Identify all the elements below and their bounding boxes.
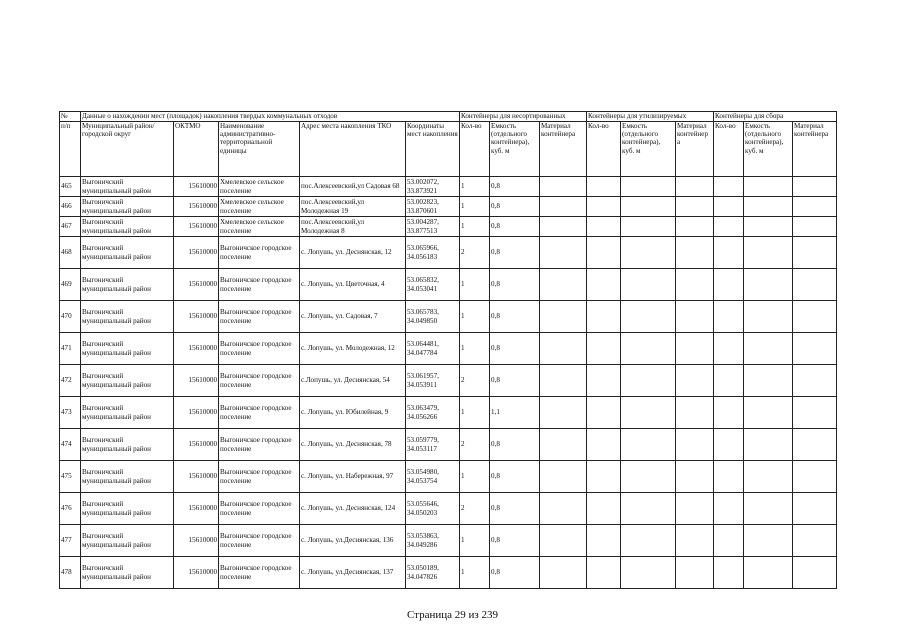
qty-cell: 1 bbox=[460, 301, 490, 333]
district-cell: Выгоничский муниципальный район bbox=[81, 525, 174, 557]
capacity-cell: 0,8 bbox=[490, 301, 540, 333]
qty-collect-cell bbox=[714, 177, 744, 197]
material-recycle-cell bbox=[676, 557, 714, 589]
material-collect-cell bbox=[793, 301, 837, 333]
coords-cell: 53.065783, 34.049850 bbox=[406, 301, 460, 333]
page-number: Страница 29 из 239 bbox=[406, 609, 499, 621]
row-number: 467 bbox=[60, 217, 81, 237]
unsorted-group-header: Контейнеры для несортированных bbox=[460, 112, 587, 122]
material-recycle-cell bbox=[676, 397, 714, 429]
address-cell: с. Лопушь, ул. Деснянская, 78 bbox=[300, 429, 406, 461]
num-header: № bbox=[60, 112, 81, 122]
material-cell bbox=[540, 237, 587, 269]
capacity-cell: 0,8 bbox=[490, 197, 540, 217]
qty-recycle-cell bbox=[587, 493, 621, 525]
row-number: 477 bbox=[60, 525, 81, 557]
admin-cell: Выгоничское городское поселение bbox=[219, 461, 300, 493]
address-cell: пос.Алексеевский,ул Садовая 68 bbox=[300, 177, 406, 197]
district-cell: Выгоничский муниципальный район bbox=[81, 397, 174, 429]
capacity-collect-cell bbox=[744, 177, 793, 197]
capacity-recycle-cell bbox=[621, 269, 676, 301]
admin-cell: Выгоничское городское поселение bbox=[219, 493, 300, 525]
header-group-row bbox=[60, 112, 837, 122]
qty-collect-cell bbox=[714, 217, 744, 237]
coords-cell: 53.004287, 33.877513 bbox=[406, 217, 460, 237]
capacity-recycle-cell bbox=[621, 197, 676, 217]
address-cell: с. Лопушь, ул.Деснянская, 136 bbox=[300, 525, 406, 557]
material-collect-cell bbox=[793, 493, 837, 525]
material-collect-cell bbox=[793, 365, 837, 397]
oktmo-cell: 15610000 bbox=[174, 365, 219, 397]
qty-recycle-cell bbox=[587, 301, 621, 333]
qty-cell: 1 bbox=[460, 557, 490, 589]
table-row bbox=[60, 217, 837, 237]
waste-sites-table bbox=[59, 111, 837, 589]
qty-recycle-cell bbox=[587, 197, 621, 217]
capacity-cell: 1,1 bbox=[490, 397, 540, 429]
capacity-collect-cell bbox=[744, 557, 793, 589]
capacity-recycle-cell bbox=[621, 557, 676, 589]
coords-cell: 53.053863, 34.049286 bbox=[406, 525, 460, 557]
capacity-collect-cell bbox=[744, 301, 793, 333]
qty-recycle-cell bbox=[587, 461, 621, 493]
oktmo-cell: 15610000 bbox=[174, 525, 219, 557]
address-header: Адрес места накопления ТКО bbox=[300, 122, 406, 177]
admin-cell: Выгоничское городское поселение bbox=[219, 429, 300, 461]
qty-collect-cell bbox=[714, 461, 744, 493]
qty-collect-cell bbox=[714, 301, 744, 333]
material-collect-cell bbox=[793, 557, 837, 589]
capacity-cell: 0,8 bbox=[490, 525, 540, 557]
district-cell: Выгоничский муниципальный район bbox=[81, 557, 174, 589]
coords-cell: 53.055646, 34.050203 bbox=[406, 493, 460, 525]
capacity-recycle-cell bbox=[621, 429, 676, 461]
qty-collect-cell bbox=[714, 397, 744, 429]
district-cell: Выгоничский муниципальный район bbox=[81, 333, 174, 365]
qty-cell: 1 bbox=[460, 217, 490, 237]
material-cell bbox=[540, 177, 587, 197]
qty-cell: 1 bbox=[460, 197, 490, 217]
table-row bbox=[60, 197, 837, 217]
capacity-recycle-cell bbox=[621, 365, 676, 397]
oktmo-cell: 15610000 bbox=[174, 269, 219, 301]
qty3-header: Кол-во bbox=[714, 122, 744, 177]
material-collect-cell bbox=[793, 177, 837, 197]
admin-cell: Выгоничское городское поселение bbox=[219, 301, 300, 333]
mat2-header: Материал контейнер а bbox=[676, 122, 714, 177]
coords-cell: 53.065832, 34.053041 bbox=[406, 269, 460, 301]
coords-header: Координаты мест накопления bbox=[406, 122, 460, 177]
admin-cell: Хмелевское сельское поселение bbox=[219, 197, 300, 217]
address-cell: с. Лопушь, ул. Садовая, 7 bbox=[300, 301, 406, 333]
qty-collect-cell bbox=[714, 365, 744, 397]
material-collect-cell bbox=[793, 197, 837, 217]
capacity-recycle-cell bbox=[621, 237, 676, 269]
oktmo-cell: 15610000 bbox=[174, 397, 219, 429]
address-cell: с. Лопушь, ул. Деснянская, 124 bbox=[300, 493, 406, 525]
admin-cell: Хмелевское сельское поселение bbox=[219, 177, 300, 197]
oktmo-cell: 15610000 bbox=[174, 237, 219, 269]
oktmo-cell: 15610000 bbox=[174, 333, 219, 365]
collect-group-header: Контейнеры для сбора bbox=[714, 112, 837, 122]
oktmo-cell: 15610000 bbox=[174, 177, 219, 197]
capacity-recycle-cell bbox=[621, 333, 676, 365]
coords-cell: 53.002072, 33.873921 bbox=[406, 177, 460, 197]
row-number: 476 bbox=[60, 493, 81, 525]
row-number: 475 bbox=[60, 461, 81, 493]
coords-cell: 53.063479, 34.056266 bbox=[406, 397, 460, 429]
admin-cell: Выгоничское городское поселение bbox=[219, 525, 300, 557]
qty-cell: 1 bbox=[460, 461, 490, 493]
material-collect-cell bbox=[793, 333, 837, 365]
coords-cell: 53.061957, 34.053911 bbox=[406, 365, 460, 397]
coords-cell: 53.064481, 34.047784 bbox=[406, 333, 460, 365]
row-number: 471 bbox=[60, 333, 81, 365]
qty-recycle-cell bbox=[587, 333, 621, 365]
oktmo-cell: 15610000 bbox=[174, 461, 219, 493]
material-cell bbox=[540, 397, 587, 429]
address-cell: пос.Алексеевский,ул Молодежная 8 bbox=[300, 217, 406, 237]
qty-collect-cell bbox=[714, 197, 744, 217]
admin-cell: Выгоничское городское поселение bbox=[219, 397, 300, 429]
qty-collect-cell bbox=[714, 429, 744, 461]
material-cell bbox=[540, 461, 587, 493]
capacity-collect-cell bbox=[744, 365, 793, 397]
row-number: 478 bbox=[60, 557, 81, 589]
coords-cell: 53.054980, 34.053754 bbox=[406, 461, 460, 493]
district-cell: Выгоничский муниципальный район bbox=[81, 269, 174, 301]
table-row bbox=[60, 493, 837, 525]
qty-recycle-cell bbox=[587, 177, 621, 197]
district-header: Муниципальный район/городской округ bbox=[81, 122, 174, 177]
admin-cell: Выгоничское городское поселение bbox=[219, 333, 300, 365]
district-cell: Выгоничский муниципальный район bbox=[81, 197, 174, 217]
oktmo-cell: 15610000 bbox=[174, 217, 219, 237]
material-recycle-cell bbox=[676, 197, 714, 217]
oktmo-cell: 15610000 bbox=[174, 429, 219, 461]
material-recycle-cell bbox=[676, 301, 714, 333]
qty-collect-cell bbox=[714, 237, 744, 269]
capacity-recycle-cell bbox=[621, 301, 676, 333]
qty-recycle-cell bbox=[587, 217, 621, 237]
qty-cell: 1 bbox=[460, 397, 490, 429]
qty-cell: 2 bbox=[460, 493, 490, 525]
admin-cell: Выгоничское городское поселение bbox=[219, 237, 300, 269]
capacity-recycle-cell bbox=[621, 397, 676, 429]
admin-cell: Выгоничское городское поселение bbox=[219, 269, 300, 301]
qty-collect-cell bbox=[714, 557, 744, 589]
cap1-header: Емкость (отдельного контейнера), куб. м bbox=[490, 122, 540, 177]
district-cell: Выгоничский муниципальный район bbox=[81, 429, 174, 461]
capacity-cell: 0,8 bbox=[490, 177, 540, 197]
material-collect-cell bbox=[793, 429, 837, 461]
material-cell bbox=[540, 217, 587, 237]
table-row bbox=[60, 333, 837, 365]
oktmo-cell: 15610000 bbox=[174, 301, 219, 333]
material-collect-cell bbox=[793, 525, 837, 557]
capacity-cell: 0,8 bbox=[490, 237, 540, 269]
oktmo-header: ОКТМО bbox=[174, 122, 219, 177]
row-number: 473 bbox=[60, 397, 81, 429]
material-recycle-cell bbox=[676, 493, 714, 525]
row-number: 472 bbox=[60, 365, 81, 397]
qty-cell: 1 bbox=[460, 525, 490, 557]
capacity-cell: 0,8 bbox=[490, 493, 540, 525]
capacity-collect-cell bbox=[744, 461, 793, 493]
capacity-recycle-cell bbox=[621, 177, 676, 197]
qty-cell: 2 bbox=[460, 429, 490, 461]
material-recycle-cell bbox=[676, 269, 714, 301]
row-number: 468 bbox=[60, 237, 81, 269]
oktmo-cell: 15610000 bbox=[174, 197, 219, 217]
row-number: 466 bbox=[60, 197, 81, 217]
table-row bbox=[60, 177, 837, 197]
material-recycle-cell bbox=[676, 333, 714, 365]
capacity-cell: 0,8 bbox=[490, 217, 540, 237]
qty-recycle-cell bbox=[587, 269, 621, 301]
material-recycle-cell bbox=[676, 237, 714, 269]
table-row bbox=[60, 365, 837, 397]
address-cell: с. Лопушь, ул.Деснянская, 137 bbox=[300, 557, 406, 589]
row-number: 474 bbox=[60, 429, 81, 461]
material-collect-cell bbox=[793, 217, 837, 237]
capacity-recycle-cell bbox=[621, 461, 676, 493]
oktmo-cell: 15610000 bbox=[174, 493, 219, 525]
admin-header: Наименование административно-территориальной единицы bbox=[219, 122, 300, 177]
cap3-header: Емкость (отдельного контейнера), куб. м bbox=[744, 122, 793, 177]
qty-recycle-cell bbox=[587, 525, 621, 557]
qty-recycle-cell bbox=[587, 237, 621, 269]
capacity-collect-cell bbox=[744, 217, 793, 237]
capacity-collect-cell bbox=[744, 525, 793, 557]
address-cell: с. Лопушь, ул. Юбилейная, 9 bbox=[300, 397, 406, 429]
qty-recycle-cell bbox=[587, 429, 621, 461]
material-cell bbox=[540, 301, 587, 333]
capacity-cell: 0,8 bbox=[490, 429, 540, 461]
material-collect-cell bbox=[793, 397, 837, 429]
coords-cell: 53.050189, 34.047826 bbox=[406, 557, 460, 589]
qty-recycle-cell bbox=[587, 557, 621, 589]
admin-cell: Выгоничское городское поселение bbox=[219, 557, 300, 589]
capacity-recycle-cell bbox=[621, 525, 676, 557]
address-cell: пос.Алексеевский,ул Молодежная 19 bbox=[300, 197, 406, 217]
qty2-header: Кол-во bbox=[587, 122, 621, 177]
qty-cell: 2 bbox=[460, 365, 490, 397]
row-number: 465 bbox=[60, 177, 81, 197]
qty-collect-cell bbox=[714, 493, 744, 525]
header-columns-row bbox=[60, 122, 837, 177]
material-cell bbox=[540, 197, 587, 217]
capacity-collect-cell bbox=[744, 429, 793, 461]
material-collect-cell bbox=[793, 461, 837, 493]
district-cell: Выгоничский муниципальный район bbox=[81, 237, 174, 269]
district-cell: Выгоничский муниципальный район bbox=[81, 493, 174, 525]
row-number: 469 bbox=[60, 269, 81, 301]
address-cell: с. Лопушь, ул. Набережная, 97 bbox=[300, 461, 406, 493]
capacity-cell: 0,8 bbox=[490, 365, 540, 397]
row-number: 470 bbox=[60, 301, 81, 333]
capacity-collect-cell bbox=[744, 237, 793, 269]
table-row bbox=[60, 557, 837, 589]
capacity-collect-cell bbox=[744, 397, 793, 429]
admin-cell: Выгоничское городское поселение bbox=[219, 365, 300, 397]
table-row bbox=[60, 301, 837, 333]
coords-cell: 53.059779, 34.053117 bbox=[406, 429, 460, 461]
admin-cell: Хмелевское сельское поселение bbox=[219, 217, 300, 237]
mat3-header: Материал контейнера bbox=[793, 122, 837, 177]
oktmo-cell: 15610000 bbox=[174, 557, 219, 589]
address-cell: с. Лопушь, ул. Деснянская, 12 bbox=[300, 237, 406, 269]
material-cell bbox=[540, 525, 587, 557]
table-row bbox=[60, 461, 837, 493]
qty-recycle-cell bbox=[587, 397, 621, 429]
num-sub-header: п/п bbox=[60, 122, 81, 177]
material-cell bbox=[540, 493, 587, 525]
recycle-group-header: Контейнеры для утилизируемых bbox=[587, 112, 714, 122]
material-cell bbox=[540, 429, 587, 461]
capacity-cell: 0,8 bbox=[490, 461, 540, 493]
capacity-collect-cell bbox=[744, 493, 793, 525]
material-collect-cell bbox=[793, 269, 837, 301]
material-recycle-cell bbox=[676, 525, 714, 557]
material-recycle-cell bbox=[676, 429, 714, 461]
qty-cell: 1 bbox=[460, 177, 490, 197]
address-cell: с.Лопушь, ул. Деснянская, 54 bbox=[300, 365, 406, 397]
qty-cell: 1 bbox=[460, 333, 490, 365]
district-cell: Выгоничский муниципальный район bbox=[81, 365, 174, 397]
material-cell bbox=[540, 557, 587, 589]
capacity-collect-cell bbox=[744, 269, 793, 301]
capacity-collect-cell bbox=[744, 197, 793, 217]
material-recycle-cell bbox=[676, 177, 714, 197]
district-cell: Выгоничский муниципальный район bbox=[81, 177, 174, 197]
address-cell: с. Лопушь, ул. Молодежная, 12 bbox=[300, 333, 406, 365]
address-cell: с. Лопушь, ул. Цветочная, 4 bbox=[300, 269, 406, 301]
cap2-header: Емкость (отдельного контейнера), куб. м bbox=[621, 122, 676, 177]
qty-collect-cell bbox=[714, 525, 744, 557]
district-cell: Выгоничский муниципальный район bbox=[81, 217, 174, 237]
capacity-collect-cell bbox=[744, 333, 793, 365]
capacity-cell: 0,8 bbox=[490, 333, 540, 365]
table-row bbox=[60, 237, 837, 269]
capacity-recycle-cell bbox=[621, 493, 676, 525]
table-row bbox=[60, 525, 837, 557]
table-row bbox=[60, 269, 837, 301]
qty-collect-cell bbox=[714, 269, 744, 301]
material-cell bbox=[540, 365, 587, 397]
qty1-header: Кол-во bbox=[460, 122, 490, 177]
qty-cell: 1 bbox=[460, 269, 490, 301]
capacity-cell: 0,8 bbox=[490, 557, 540, 589]
mat1-header: Материал контейнера bbox=[540, 122, 587, 177]
material-recycle-cell bbox=[676, 217, 714, 237]
table-row bbox=[60, 429, 837, 461]
material-cell bbox=[540, 269, 587, 301]
table-row bbox=[60, 397, 837, 429]
location-group-header: Данные о нахождении мест (площадок) накопления твердых коммунальных отходов bbox=[81, 112, 460, 122]
capacity-recycle-cell bbox=[621, 217, 676, 237]
qty-recycle-cell bbox=[587, 365, 621, 397]
qty-cell: 2 bbox=[460, 237, 490, 269]
coords-cell: 53.065966, 34.056183 bbox=[406, 237, 460, 269]
district-cell: Выгоничский муниципальный район bbox=[81, 301, 174, 333]
district-cell: Выгоничский муниципальный район bbox=[81, 461, 174, 493]
material-collect-cell bbox=[793, 237, 837, 269]
capacity-cell: 0,8 bbox=[490, 269, 540, 301]
material-recycle-cell bbox=[676, 365, 714, 397]
coords-cell: 53.002823, 33.870601 bbox=[406, 197, 460, 217]
material-cell bbox=[540, 333, 587, 365]
qty-collect-cell bbox=[714, 333, 744, 365]
material-recycle-cell bbox=[676, 461, 714, 493]
